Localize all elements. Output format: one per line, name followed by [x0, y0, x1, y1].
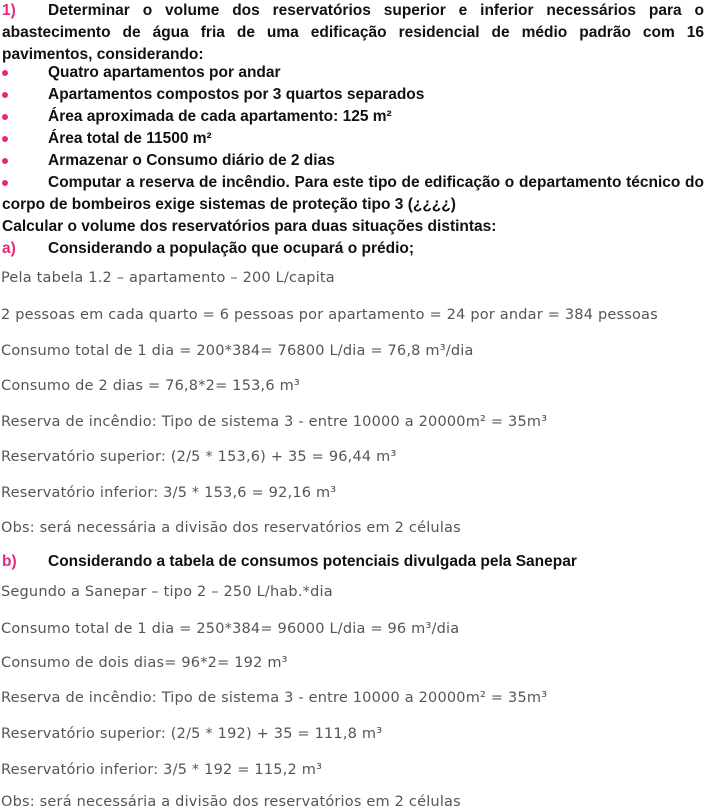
- answer-line: Pela tabela 1.2 – apartamento – 200 L/capita: [1, 270, 335, 286]
- part-a-title: Considerando a população que ocupará o prédio;: [48, 240, 415, 257]
- bullet-text: Área total de 11500 m²: [48, 130, 212, 147]
- answer-line: Reservatório inferior: 3/5 * 153,6 = 92,16 m³: [1, 485, 337, 501]
- question-statement: [2, 0, 704, 66]
- bullet-icon: [2, 136, 8, 142]
- bullet-icon: [2, 70, 8, 76]
- part-b-letter: b): [2, 553, 17, 570]
- part-b-heading: [2, 551, 704, 573]
- answer-line: Reservatório superior: (2/5 * 192) + 35 = 111,8 m³: [1, 726, 383, 742]
- bullet-item: [2, 62, 704, 84]
- answer-line: Reservatório inferior: 3/5 * 192 = 115,2 m³: [1, 762, 323, 778]
- instruction-text: Calcular o volume dos reservatórios para duas situações distintas:: [2, 218, 497, 235]
- bullet-icon: [2, 158, 8, 164]
- bullet-text: Armazenar o Consumo diário de 2 dias: [48, 152, 335, 169]
- bullet-item: [2, 172, 704, 216]
- answer-line: Reserva de incêndio: Tipo de sistema 3 - entre 10000 a 20000m² = 35m³: [1, 414, 548, 430]
- bullet-text: Quatro apartamentos por andar: [48, 64, 281, 81]
- part-b-title: Considerando a tabela de consumos potenciais divulgada pela Sanepar: [48, 553, 577, 570]
- answer-line: Consumo de dois dias= 96*2= 192 m³: [1, 655, 288, 671]
- part-a-letter: a): [2, 240, 16, 257]
- answer-line: Consumo de 2 dias = 76,8*2= 153,6 m³: [1, 378, 300, 394]
- answer-line: Reserva de incêndio: Tipo de sistema 3 - entre 10000 a 20000m² = 35m³: [1, 690, 548, 706]
- question-text: Determinar o volume dos reservatórios superior e inferior necessários para o abastecimento de água fria de uma edificação residencial de médio padrão com 16 pavimentos, considerando:: [2, 2, 704, 63]
- bullet-text: Computar a reserva de incêndio. Para este tipo de edificação o departamento técnico do corpo de bombeiros exige sistemas de proteção tipo 3 (¿¿¿¿): [2, 174, 704, 213]
- bullet-text: Apartamentos compostos por 3 quartos separados: [48, 86, 425, 103]
- bullet-item: [2, 128, 704, 150]
- part-a-heading: [2, 238, 704, 260]
- bullet-item: [2, 84, 704, 106]
- answer-line: Consumo total de 1 dia = 200*384= 76800 L/dia = 76,8 m³/dia: [1, 343, 474, 359]
- bullet-icon: [2, 114, 8, 120]
- question-number: 1): [2, 2, 16, 19]
- answer-line: Consumo total de 1 dia = 250*384= 96000 L/dia = 96 m³/dia: [1, 621, 460, 637]
- bullet-item: [2, 150, 704, 172]
- answer-line: Segundo a Sanepar – tipo 2 – 250 L/hab.*dia: [1, 584, 333, 600]
- bullet-text: Área aproximada de cada apartamento: 125 m²: [48, 108, 392, 125]
- answer-line: Obs: será necessária a divisão dos reservatórios em 2 células: [1, 794, 461, 810]
- bullet-item: [2, 106, 704, 128]
- answer-line: 2 pessoas em cada quarto = 6 pessoas por apartamento = 24 por andar = 384 pessoas: [1, 307, 658, 323]
- answer-line: Obs: será necessária a divisão dos reservatórios em 2 células: [1, 520, 461, 536]
- answer-line: Reservatório superior: (2/5 * 153,6) + 35 = 96,44 m³: [1, 449, 397, 465]
- bullet-icon: [2, 180, 8, 186]
- bullet-icon: [2, 92, 8, 98]
